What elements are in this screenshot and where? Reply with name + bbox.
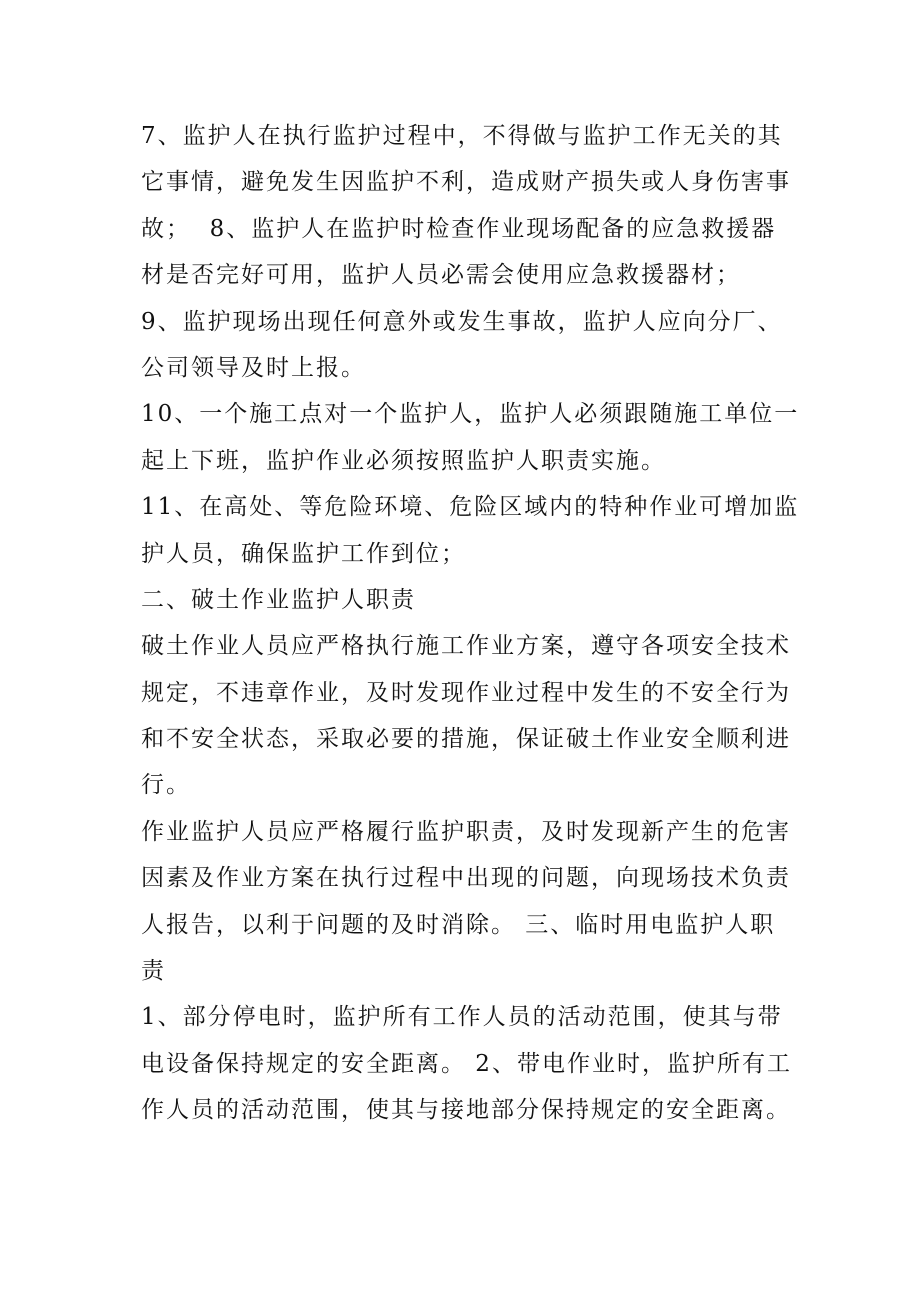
text-line: 行。 [141,772,191,799]
text-line: 破土作业人员应严格执行施工作业方案，遵守各项安全技术 [141,633,791,660]
text-line: 10、一个施工点对一个监护人，监护人必须跟随施工单位一 [141,401,800,428]
text-line: 1、部分停电时，监护所有工作人员的活动范围，使其与带 [141,1004,783,1031]
section-heading: 二、破土作业监护人职责 [141,586,416,613]
text-line: 责 [141,958,166,985]
text-line: 它事情，避免发生因监护不利，造成财产损失或人身伤害事 [141,169,791,196]
text-line: 作人员的活动范围，使其与接地部分保持规定的安全距离。 [141,1097,791,1124]
text-line: 人报告，以利于问题的及时消除。 三、临时用电监护人职 [141,911,776,938]
text-line: 9、监护现场出现任何意外或发生事故，监护人应向分厂、 [141,308,783,335]
text-line: 7、监护人在执行监护过程中，不得做与监护工作无关的其 [141,123,783,149]
text-line: 规定，不违章作业，及时发现作业过程中发生的不安全行为 [141,679,791,706]
text-line: 11、在高处、等危险环境、危险区域内的特种作业可增加监 [141,494,800,521]
text-line: 起上下班，监护作业必须按照监护人职责实施。 [141,447,666,474]
text-line: 护人员，确保监护工作到位； [141,540,466,567]
text-line: 材是否完好可用，监护人员必需会使用应急救援器材； [141,262,741,289]
text-line: 公司领导及时上报。 [141,354,366,381]
text-line: 因素及作业方案在执行过程中出现的问题，向现场技术负责 [141,865,791,892]
body-text [141,113,801,1134]
text-line: 故； 8、监护人在监护时检查作业现场配备的应急救援器 [141,215,777,242]
text-line: 和不安全状态，采取必要的措施，保证破土作业安全顺利进 [141,726,791,753]
text-line: 作业监护人员应严格履行监护职责，及时发现新产生的危害 [141,818,791,845]
text-line: 电设备保持规定的安全距离。 2、带电作业时，监护所有工 [141,1050,792,1077]
